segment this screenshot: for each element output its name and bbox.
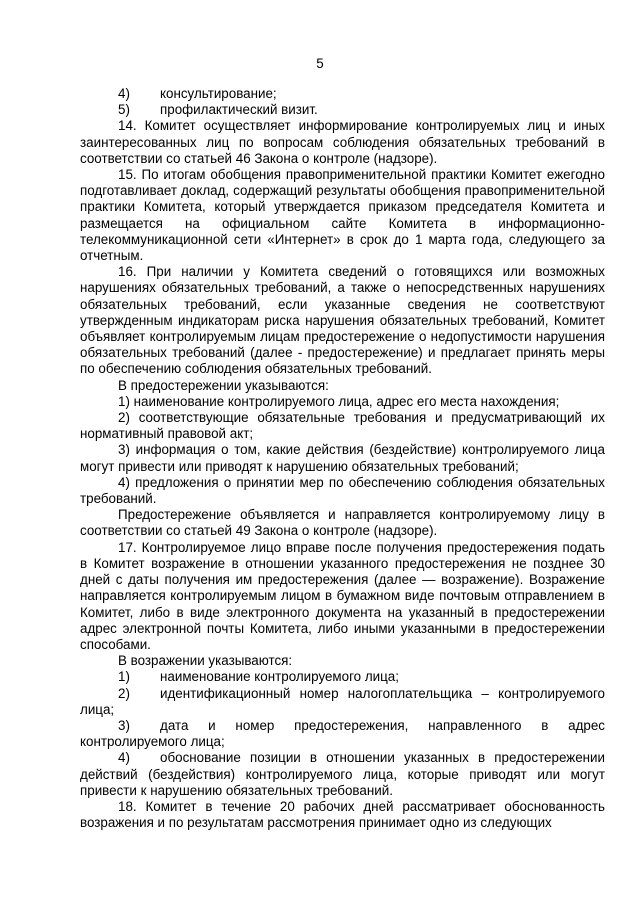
list-item	[80, 718, 605, 750]
list-item-number: 1)	[118, 669, 130, 685]
list-item	[80, 86, 605, 102]
list-item-text: наименование контролируемого лица, адрес его места нахождения;	[133, 393, 560, 409]
list-item	[80, 686, 605, 718]
list-item-text: идентификационный номер налогоплательщика – контролируемого лица;	[80, 685, 605, 717]
list-item-number: 4)	[118, 750, 130, 766]
list-item-text: обоснование позиции в отношении указанных в предостережении действий (бездействия) контролируемого лица, которые приводят или могут привести к нарушению обязательных требований.	[80, 750, 605, 798]
list-item	[80, 102, 605, 118]
list-item	[80, 475, 605, 507]
list-item-text: дата и номер предостережения, направленного в адрес контролируемого лица;	[80, 717, 605, 750]
list-item-text: информация о том, какие действия (бездействие) контролируемого лица могут привести или приводят к нарушению обязательных требований;	[80, 442, 605, 474]
list-item-number: 3)	[118, 717, 130, 733]
list-item-text: наименование контролируемого лица;	[160, 669, 399, 685]
list-item-number: 1)	[118, 393, 130, 409]
list-item-number: 2)	[118, 685, 130, 701]
objection-intro: В возражении указываются:	[118, 653, 293, 669]
list-item	[80, 410, 605, 442]
page-number: 5	[316, 56, 324, 71]
list-item	[80, 442, 605, 474]
paragraph-15: 15. По итогам обобщения правоприменительной практики Комитет ежегодно подготавливает доклад, содержащий результаты обобщения правоприменительной практики Комитета, который утверждается приказом председателя Комитета и размещается на официальном сайте Комитета в информационно-телекоммуникационной сети «Интернет» в срок до 1 марта года, следующего за отчетным.	[80, 167, 605, 264]
list-item	[80, 394, 605, 410]
warning-intro: В предостережении указываются:	[118, 377, 329, 393]
document-body	[80, 86, 605, 831]
list-item-number: 4)	[118, 474, 130, 490]
paragraph-14: 14. Комитет осуществляет информирование контролируемых лиц и иных заинтересованных лиц по вопросам соблюдения обязательных требований в соответствии со статьей 46 Закона о контроле (надзоре).	[80, 118, 605, 166]
paragraph-18: 18. Комитет в течение 20 рабочих дней рассматривает обоснованность возражения и по результатам рассмотрения принимает одно из следующих	[80, 798, 605, 831]
list-item-text: предложения о принятии мер по обеспечению соблюдения обязательных требований.	[80, 474, 605, 507]
list-item	[80, 669, 605, 685]
list-item-text: профилактический визит.	[160, 102, 318, 118]
list-item	[80, 750, 605, 799]
list-item-number: 5)	[118, 102, 130, 118]
list-item-number: 3)	[118, 442, 130, 458]
list-item-number: 2)	[118, 410, 130, 426]
paragraph-17: 17. Контролируемое лицо вправе после получения предостережения подать в Комитет возражение в отношении указанного предостережения не позднее 30 дней с даты получения им предостережения (далее — возражение). Возражение направляется контролируемым лицом в бумажном виде почтовым отправлением в Комитет, либо в виде электронного документа на указанный в предостережении адрес электронной почты Комитета, либо иными указанными в предостережении способами.	[80, 539, 605, 652]
list-item-text: консультирование;	[160, 86, 277, 101]
list-item-number: 4)	[118, 86, 130, 101]
paragraph-16: 16. При наличии у Комитета сведений о готовящихся или возможных нарушениях обязательных требований, а также о непосредственных нарушениях обязательных требований, если указанные сведения не соответствуют утвержденным индикаторам риска нарушения обязательных требований, Комитет объявляет контролируемым лицам предостережение о недопустимости нарушения обязательных требований (далее - предостережение) и предлагает принять меры по обеспечению соблюдения обязательных требований.	[80, 264, 605, 377]
list-item-text: соответствующие обязательные требования и предусматривающий их нормативный правовой акт;	[80, 410, 605, 442]
warning-sent-paragraph: Предостережение объявляется и направляется контролируемому лицу в соответствии со статьей 49 Закона о контроле (надзоре).	[80, 507, 605, 539]
